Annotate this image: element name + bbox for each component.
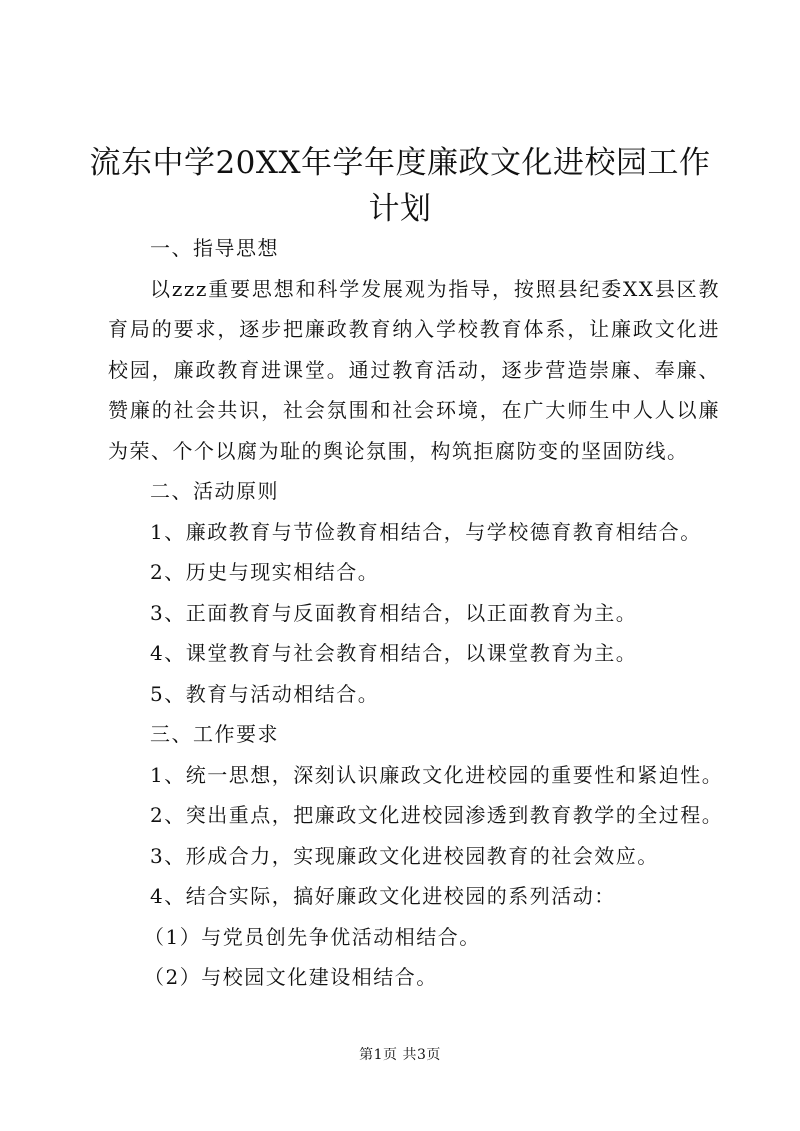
title-line-2: 计划: [368, 191, 432, 227]
section-heading-work-requirements: 三、工作要求: [150, 722, 279, 746]
principle-item: 1、廉政教育与节俭教育相结合，与学校德育教育相结合。: [150, 519, 702, 544]
guiding-ideology-paragraph: 以zzz重要思想和科学发展观为指导，按照县纪委XX县区教育局的要求，逐步把廉政教育纳入学校教育体系，让廉政文化进校园，廉政教育进课堂。通过教育活动，逐步营造崇廉、奉廉、赞廉的社会共识，社会氛围和社会环境，在广大师生中人人以廉为荣、个个以腐为耻的舆论氛围，构筑拒腐防变的坚固防线。: [108, 276, 720, 463]
requirement-item: 1、统一思想，深刻认识廉政文化进校园的重要性和紧迫性。: [150, 762, 724, 787]
principle-item: 3、正面教育与反面教育相结合，以正面教育为主。: [150, 600, 638, 625]
principle-item: 5、教育与活动相结合。: [150, 681, 380, 706]
section-heading-guiding-ideology: 一、指导思想: [150, 236, 279, 260]
principle-item: 4、课堂教育与社会教育相结合，以课堂教育为主。: [150, 641, 638, 665]
section-heading-activity-principles: 二、活动原则: [150, 479, 279, 503]
page-number-footer: 第1页 共3页: [359, 1047, 441, 1063]
title-line-1: 流东中学20XX年学年度廉政文化进校园工作: [89, 145, 711, 181]
requirement-subitem: （1）与党员创先争优活动相结合。: [144, 924, 481, 949]
principle-item: 2、历史与现实相结合。: [150, 560, 380, 584]
document-body: [108, 228, 724, 998]
requirement-item: 4、结合实际，搞好廉政文化进校园的系列活动：: [150, 884, 616, 908]
document-title: [80, 140, 720, 232]
requirement-subitem: （2）与校园文化建设相结合。: [144, 965, 438, 989]
requirement-item: 2、突出重点，把廉政文化进校园渗透到教育教学的全过程。: [150, 803, 724, 827]
requirement-item: 3、形成合力，实现廉政文化进校园教育的社会效应。: [150, 843, 659, 868]
